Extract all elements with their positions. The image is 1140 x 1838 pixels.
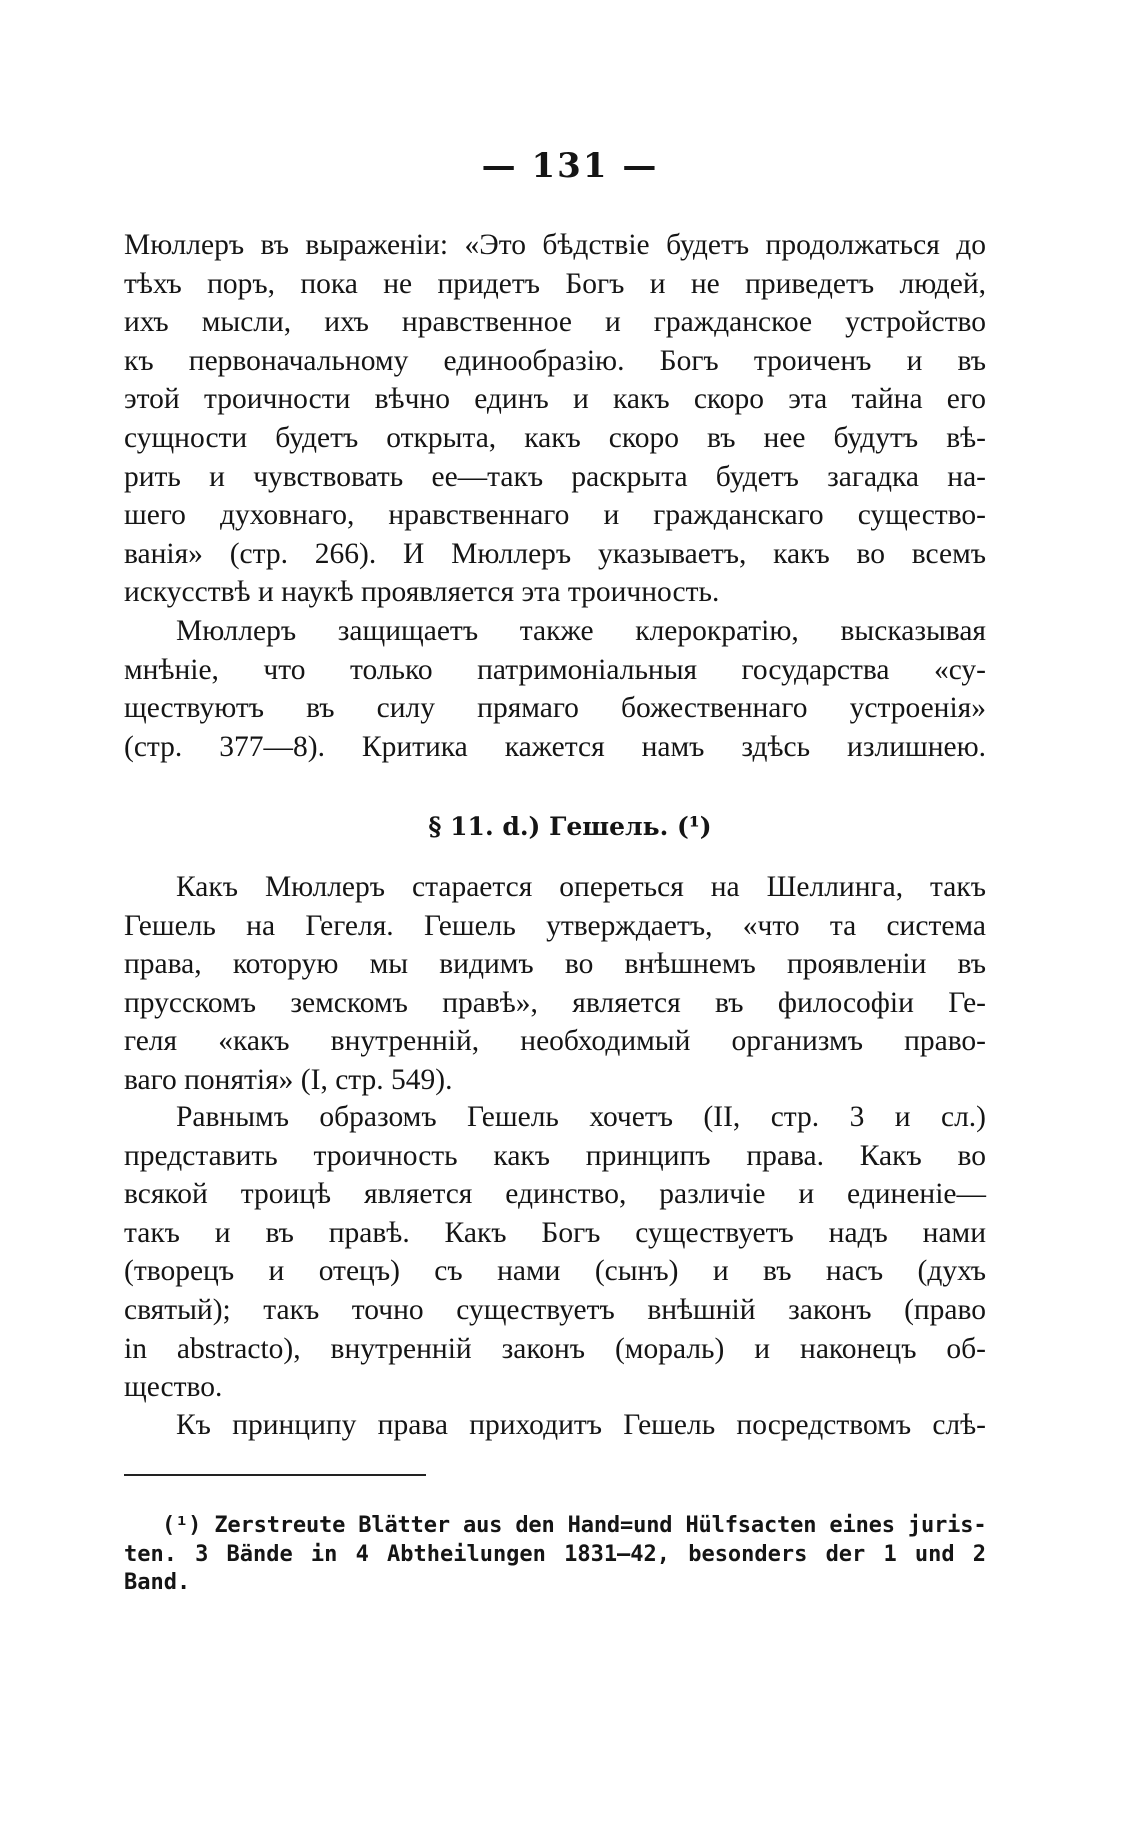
page-number: — 131 — xyxy=(481,146,659,186)
text-line: такъ и въ правѣ. Какъ Богъ существуетъ надъ нами xyxy=(124,1216,986,1249)
text-line: Мюллеръ въ выраженіи: «Это бѣдствіе будетъ продолжаться до xyxy=(124,229,986,261)
text-line: ваго понятія» (I, стр. 549). xyxy=(124,1063,453,1096)
footnote-line: (¹) Zerstreute Blätter aus den Hand=und Hülfsacten eines juris- xyxy=(162,1513,987,1538)
text-line: искусствѣ и наукѣ проявляется эта троичность. xyxy=(124,576,720,609)
text-line: Гешель на Гегеля. Гешель утверждаетъ, «что та система xyxy=(124,909,986,942)
text-line: щество. xyxy=(124,1371,223,1404)
text-line: святый); такъ точно существуетъ внѣшній законъ (право xyxy=(124,1293,986,1326)
text-line: ществуютъ въ силу прямаго божественнаго устроенія» xyxy=(124,692,986,725)
text-line: шего духовнаго, нравственнаго и гражданскаго существо- xyxy=(124,499,986,532)
text-line: ихъ мысли, ихъ нравственное и гражданское устройство xyxy=(124,306,986,339)
footnote-line: ten. 3 Bände in 4 Abtheilungen 1831—42, besonders der 1 und 2 xyxy=(124,1541,986,1567)
text-line: Къ принципу права приходитъ Гешель посредствомъ слѣ- xyxy=(176,1409,986,1441)
text-line: мнѣніе, что только патримоніальныя государства «су- xyxy=(124,653,986,686)
text-line: права, которую мы видимъ во внѣшнемъ проявленіи въ xyxy=(124,948,986,981)
paragraph-4 xyxy=(124,1098,986,1407)
text-line: всякой троицѣ является единство, различіе и единеніе— xyxy=(124,1178,986,1211)
text-line: рить и чувствовать ее—такъ раскрыта будетъ загадка на- xyxy=(124,460,986,493)
text-line: тѣхъ поръ, пока не придетъ Богъ и не приведетъ людей, xyxy=(124,267,986,300)
text-line: ванія» (стр. 266). И Мюллеръ указываетъ, какъ во всемъ xyxy=(124,537,986,570)
text-line: сущности будетъ открыта, какъ скоро въ нее будутъ вѣ- xyxy=(124,421,986,454)
text-line: къ первоначальному единообразію. Богъ троиченъ и въ xyxy=(124,344,986,377)
text-line: (стр. 377—8). Критика кажется намъ здѣсь излишнею. xyxy=(124,730,986,763)
text-line: (творецъ и отецъ) съ нами (сынъ) и въ насъ (духъ xyxy=(124,1255,986,1288)
footnote xyxy=(124,1512,986,1598)
text-line: Какъ Мюллеръ старается опереться на Шеллинга, такъ xyxy=(176,871,986,903)
text-line: Мюллеръ защищаетъ также клерократію, высказывая xyxy=(176,615,986,647)
paragraph-3 xyxy=(124,868,986,1100)
paragraph-5 xyxy=(124,1406,986,1445)
paragraph-2 xyxy=(124,612,986,766)
paragraph-1 xyxy=(124,226,986,612)
section-heading: § 11. d.) Гешель. (¹) xyxy=(428,812,712,841)
text-line: геля «какъ внутренній, необходимый организмъ право- xyxy=(124,1025,986,1058)
footnote-divider xyxy=(124,1474,426,1476)
footnote-line: Band. xyxy=(124,1570,191,1595)
text-line: прусскомъ земскомъ правѣ», является въ философіи Ге- xyxy=(124,986,986,1019)
text-line: Равнымъ образомъ Гешель хочетъ (II, стр. 3 и сл.) xyxy=(176,1101,986,1133)
text-line: представить троичность какъ принципъ права. Какъ во xyxy=(124,1139,986,1172)
text-line: in abstracto), внутренній законъ (мораль) и наконецъ об- xyxy=(124,1332,986,1365)
text-line: этой троичности вѣчно единъ и какъ скоро эта тайна его xyxy=(124,383,986,416)
